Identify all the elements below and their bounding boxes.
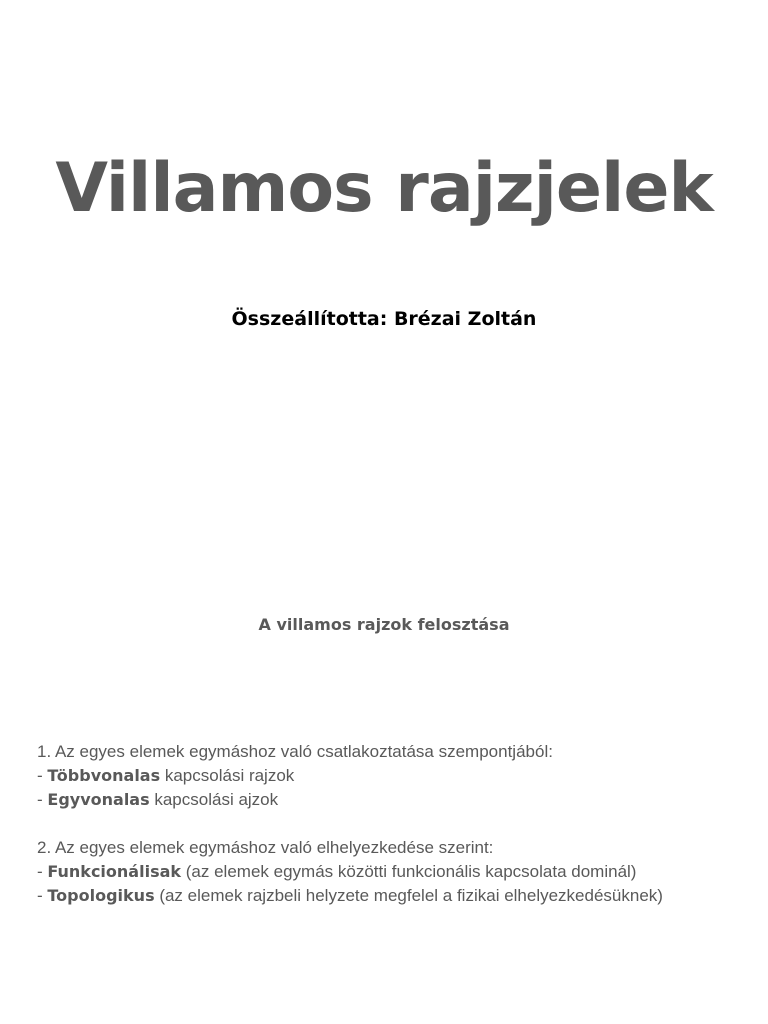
item-term: Topologikus [47, 886, 155, 905]
list-item [37, 788, 737, 812]
author-line: Összeállította: Brézai Zoltán [231, 308, 537, 330]
classification-list [37, 740, 737, 908]
item-description: (az elemek rajzbeli helyzete megfelel a fizikai elhelyezkedésüknek) [154, 886, 663, 905]
item-prefix: - [37, 790, 48, 809]
item-description: kapcsolási rajzok [160, 766, 295, 785]
list-item [37, 884, 737, 908]
item-prefix: - [37, 766, 48, 785]
item-prefix: - [37, 886, 48, 905]
group-heading: 2. Az egyes elemek egymáshoz való elhelyezkedése szerint: [37, 838, 494, 857]
item-description: kapcsolási ajzok [149, 790, 279, 809]
item-prefix: - [37, 862, 48, 881]
list-item [37, 764, 737, 788]
section-heading: A villamos rajzok felosztása [258, 615, 510, 634]
item-term: Többvonalas [47, 766, 161, 785]
classification-group-1 [37, 740, 737, 812]
list-item [37, 860, 737, 884]
classification-group-2 [37, 836, 737, 908]
item-description: (az elemek egymás közötti funkcionális kapcsolata dominál) [181, 862, 637, 881]
item-term: Egyvonalas [47, 790, 150, 809]
item-term: Funkcionálisak [47, 862, 182, 881]
document-title: Villamos rajzjelek [55, 149, 713, 228]
group-heading: 1. Az egyes elemek egymáshoz való csatlakoztatása szempontjából: [37, 742, 553, 761]
